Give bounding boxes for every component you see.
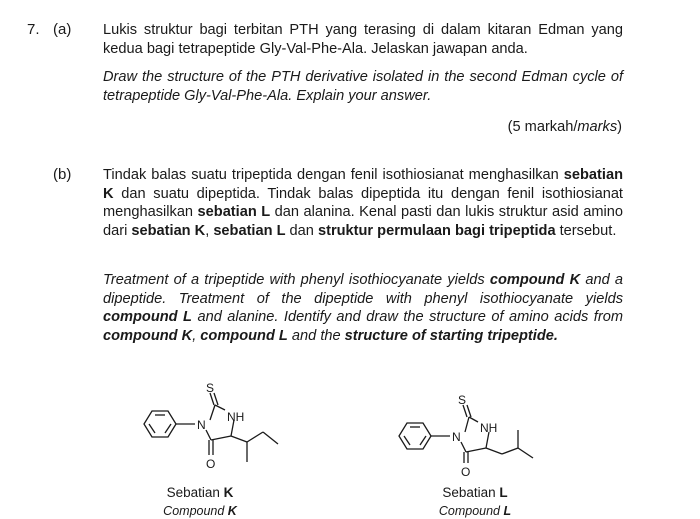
side-chain bbox=[486, 448, 502, 454]
part-a-malay-text: Lukis struktur bagi terbitan PTH yang terasing di dalam kitaran Edman yang kedua bagi tetrapeptide Gly-Val-Phe-Ala. Jelaskan jawapan anda. bbox=[103, 22, 623, 57]
atom-n: N bbox=[197, 418, 206, 432]
compound-k-caption bbox=[130, 485, 270, 500]
atom-o: O bbox=[206, 457, 216, 471]
bold-run: sebatian K bbox=[103, 167, 623, 202]
caption-text: Compound bbox=[438, 504, 504, 518]
part-b-malay-text bbox=[103, 166, 623, 240]
atom-nh: NH bbox=[227, 410, 245, 424]
bold-run: compound K bbox=[103, 327, 193, 344]
benzene-double-bonds bbox=[165, 424, 171, 433]
atom-n: N bbox=[452, 430, 461, 444]
bold-run: struktur permulaan bagi tripeptida bbox=[317, 222, 556, 239]
bold-run: structure of starting tripeptide. bbox=[344, 327, 558, 344]
part-b-english-text bbox=[103, 271, 623, 345]
caption-bold: L bbox=[499, 485, 508, 500]
text-run: and alanine. Identify and draw the structure of amino acids from bbox=[191, 309, 623, 325]
side-chain bbox=[231, 436, 247, 442]
text-run: dan bbox=[285, 222, 318, 239]
caption-text: Sebatian bbox=[166, 485, 224, 500]
caption-bold: K bbox=[227, 504, 237, 518]
question-number: 7. bbox=[27, 21, 40, 38]
text-run: Treatment of a tripeptide with phenyl isothiocyanate yields bbox=[103, 272, 490, 288]
part-a-english-text: Draw the structure of the PTH derivative isolated in the second Edman cycle of tetrapeptide Gly-Val-Phe-Ala. Explain your answer. bbox=[103, 69, 623, 104]
text-run: dan suatu dipeptida. Tindak balas dipeptida itu dengan fenil isothiosianat menghasilkan bbox=[103, 185, 623, 220]
text-run: dan alanina. Kenal pasti dan lukis struktur asid amino dari bbox=[103, 204, 623, 239]
compound-k-structure bbox=[130, 378, 300, 480]
bold-run: sebatian L bbox=[213, 222, 286, 239]
part-b-label: (b) bbox=[53, 166, 72, 183]
text-run: Tindak balas suatu tripeptida dengan fenil isothiosianat menghasilkan bbox=[103, 167, 564, 183]
atom-s: S bbox=[458, 393, 467, 407]
text-run: and the bbox=[287, 327, 345, 344]
bold-run: compound L bbox=[200, 327, 288, 344]
caption-text: Sebatian bbox=[442, 485, 500, 500]
bold-run: sebatian L bbox=[197, 204, 271, 220]
caption-bold: L bbox=[503, 504, 512, 518]
atom-nh: NH bbox=[480, 421, 498, 435]
part-a-label: (a) bbox=[53, 21, 72, 38]
part-a-marks bbox=[508, 119, 622, 135]
bold-run: compound L bbox=[103, 309, 192, 325]
text-run: tersebut. bbox=[555, 222, 617, 239]
text-run: , bbox=[205, 222, 214, 239]
atom-s: S bbox=[206, 381, 215, 395]
marks-suffix: ) bbox=[617, 119, 622, 135]
compound-l-caption-en bbox=[405, 504, 545, 518]
compound-k-caption-en bbox=[130, 504, 270, 518]
caption-text: Compound bbox=[163, 504, 228, 518]
text-run: and a dipeptide. Treatment of the dipeptide with phenyl isothiocyanate yields bbox=[103, 272, 623, 307]
compound-l-structure bbox=[385, 392, 555, 484]
bold-run: sebatian K bbox=[131, 222, 206, 239]
atom-o: O bbox=[461, 465, 471, 479]
compound-l-caption bbox=[405, 485, 545, 500]
marks-italic: marks bbox=[577, 119, 618, 135]
text-run: , bbox=[192, 327, 201, 344]
caption-bold: K bbox=[223, 485, 234, 500]
bold-run: compound K bbox=[489, 272, 581, 288]
marks-prefix: (5 markah/ bbox=[507, 119, 578, 135]
